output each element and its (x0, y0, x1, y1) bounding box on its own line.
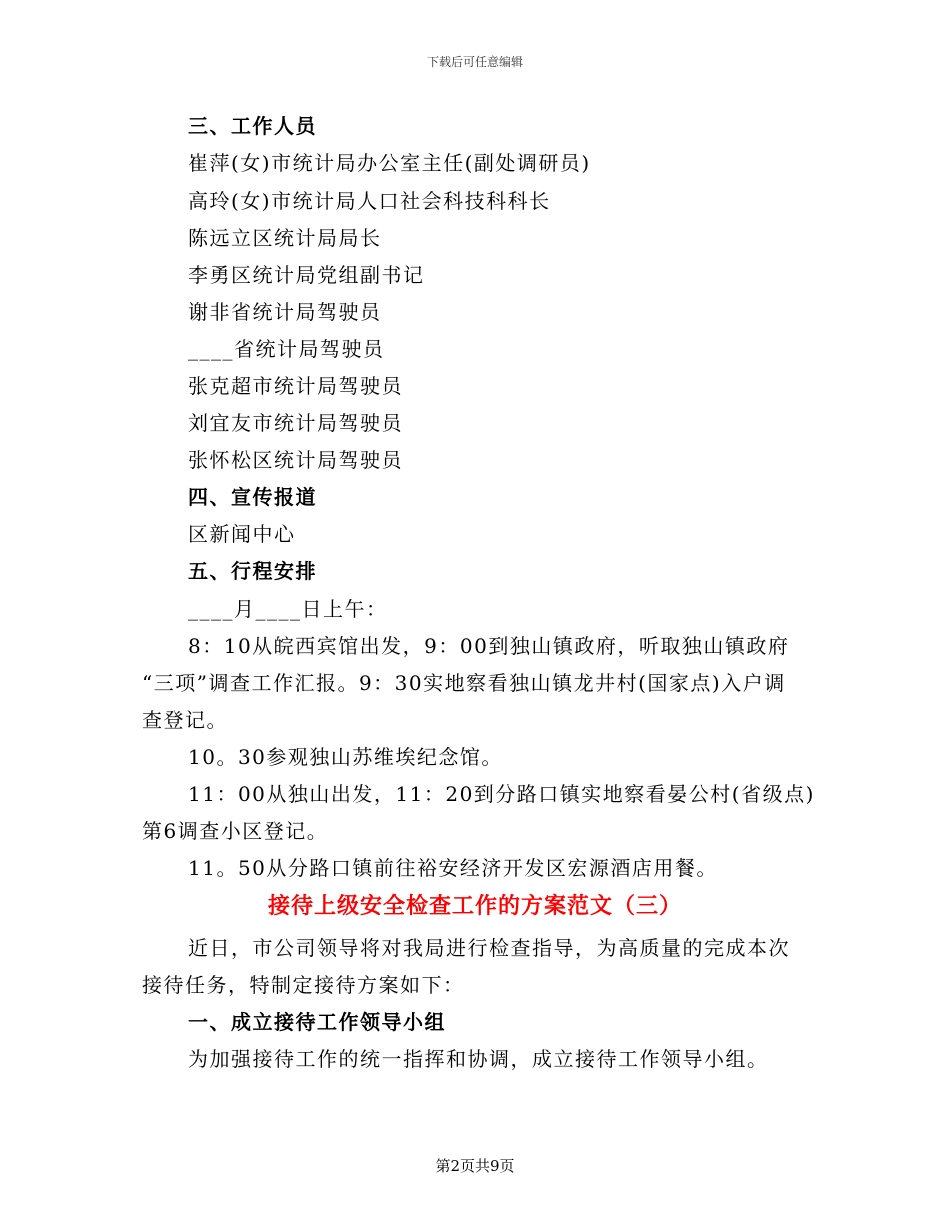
schedule-paragraph-line: “三项”调查工作汇报。9：30实地察看独山镇龙井村(国家点)入户调 (142, 671, 786, 695)
intro-line: 接待任务，特制定接待方案如下： (142, 973, 465, 997)
staff-line: 张怀松区统计局驾驶员 (188, 448, 403, 472)
staff-line: 刘宜友市统计局驾驶员 (188, 411, 403, 435)
schedule-paragraph-line: 10。30参观独山苏维埃纪念馆。 (188, 745, 503, 769)
schedule-paragraph-line: 11。50从分路口镇前往裕安经济开发区宏源酒店用餐。 (188, 856, 718, 880)
staff-line: 高玲(女)市统计局人口社会科技科科长 (188, 189, 551, 213)
section-heading-publicity: 四、宣传报道 (188, 485, 317, 509)
body-line: 为加强接待工作的统一指挥和协调，成立接待工作领导小组。 (188, 1047, 769, 1071)
staff-line: 崔萍(女)市统计局办公室主任(副处调研员) (188, 151, 591, 175)
document-title: 接待上级安全检查工作的方案范文（三） (267, 893, 682, 919)
publicity-line: 区新闻中心 (188, 522, 296, 546)
section-heading-staff: 三、工作人员 (188, 114, 317, 138)
schedule-paragraph-line: 查登记。 (142, 708, 228, 732)
page-footer: 第2页共9页 (435, 1157, 515, 1175)
intro-line: 近日，市公司领导将对我局进行检查指导，为高质量的完成本次 (188, 936, 790, 960)
staff-line: 张克超市统计局驾驶员 (188, 374, 403, 398)
staff-line: ____省统计局驾驶员 (188, 337, 385, 361)
schedule-paragraph-line: 第6调查小区登记。 (142, 819, 329, 843)
schedule-date-line: ____月____日上午： (188, 597, 388, 621)
page-header: 下载后可任意编辑 (426, 55, 523, 69)
staff-line: 谢非省统计局驾驶员 (188, 300, 382, 324)
schedule-paragraph-line: 8：10从皖西宾馆出发，9：00到独山镇政府，听取独山镇政府 (188, 634, 790, 658)
staff-line: 李勇区统计局党组副书记 (188, 263, 425, 287)
section-heading-leadership-group: 一、成立接待工作领导小组 (188, 1010, 446, 1034)
schedule-paragraph-line: 11：00从独山出发，11：20到分路口镇实地察看晏公村(省级点) (188, 782, 815, 806)
staff-line: 陈远立区统计局局长 (188, 226, 382, 250)
section-heading-schedule: 五、行程安排 (188, 559, 317, 583)
